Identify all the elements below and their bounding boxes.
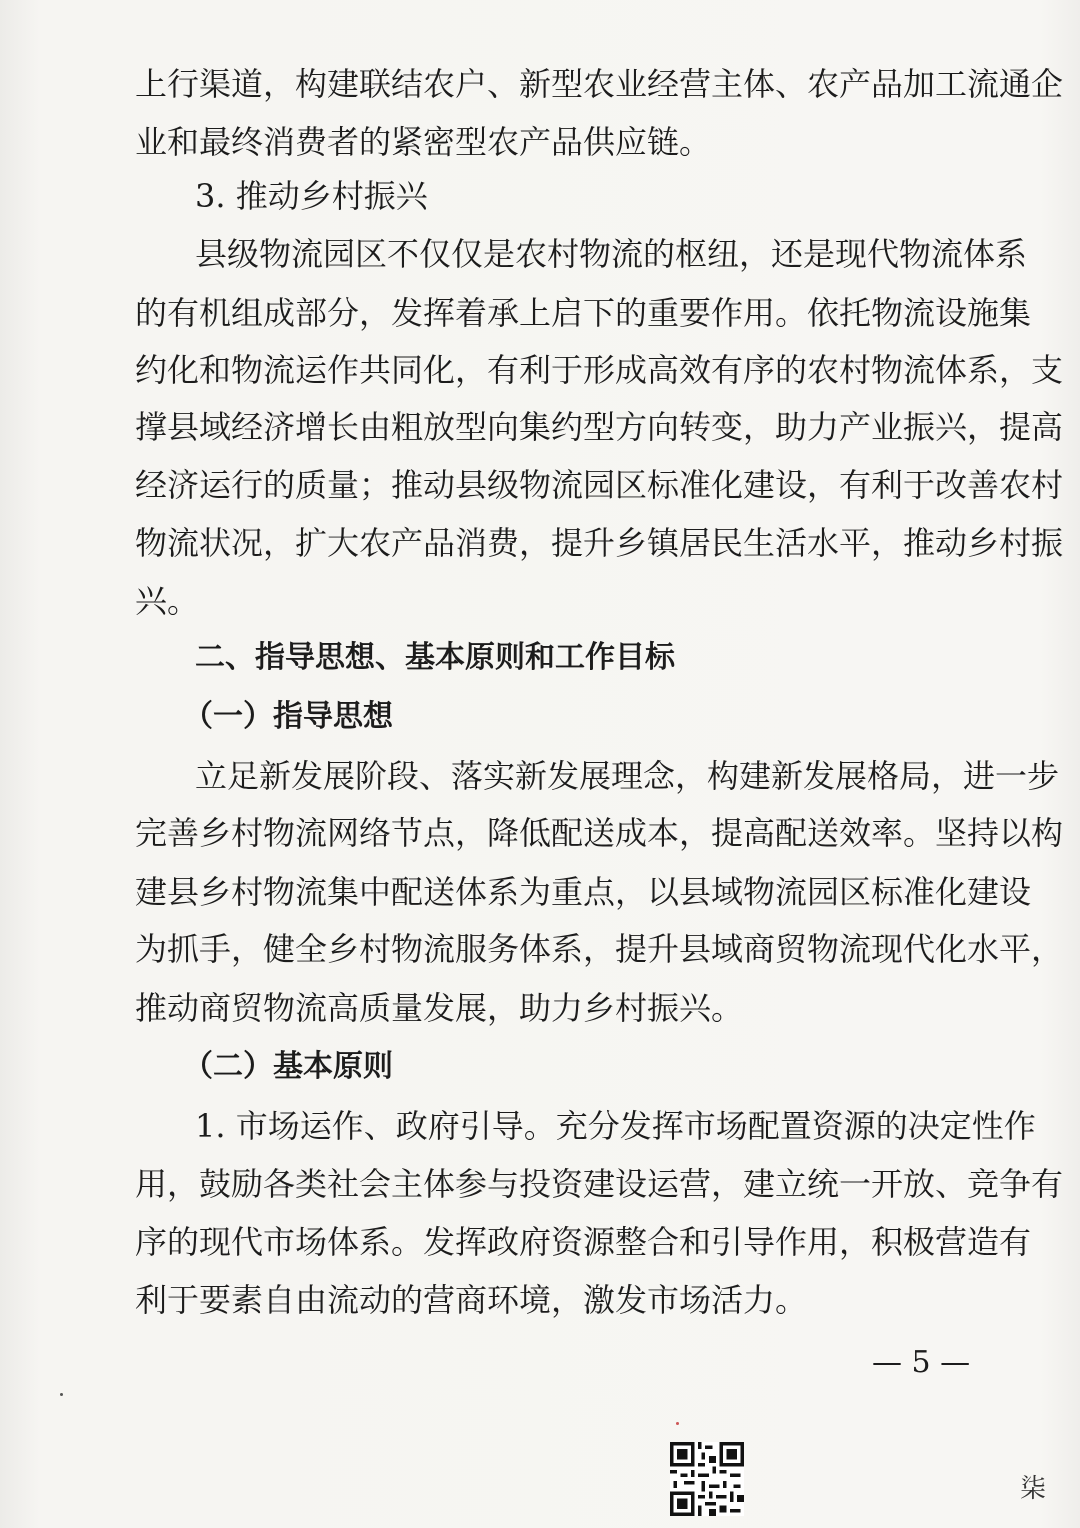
corner-character: 柒 xyxy=(1020,1474,1047,1504)
page-number: — 5 — xyxy=(872,1345,971,1380)
text-line: 完善乡村物流网络节点，降低配送成本，提高配送效率。坚持以构 xyxy=(135,814,1064,852)
subsection-heading: 3. 推动乡村振兴 xyxy=(195,177,428,215)
text-line: 约化和物流运作共同化，有利于形成高效有序的农村物流体系，支 xyxy=(135,351,1064,389)
text-line: 兴。 xyxy=(135,582,200,620)
text-line: 上行渠道，构建联结农户、新型农业经营主体、农产品加工流通企 xyxy=(135,65,1064,103)
qr-code-icon xyxy=(670,1442,744,1516)
text-line: 推动商贸物流高质量发展，助力乡村振兴。 xyxy=(135,989,744,1027)
subsection-heading: （二）基本原则 xyxy=(183,1049,393,1084)
text-line: 利于要素自由流动的营商环境，激发市场活力。 xyxy=(135,1281,808,1319)
section-heading: 二、指导思想、基本原则和工作目标 xyxy=(195,640,675,675)
text-line: 业和最终消费者的紧密型农产品供应链。 xyxy=(135,123,712,161)
text-line: 立足新发展阶段、落实新发展理念，构建新发展格局，进一步 xyxy=(195,757,1060,795)
text-line: 物流状况，扩大农产品消费，提升乡镇居民生活水平，推动乡村振 xyxy=(135,524,1064,562)
text-line: 为抓手，健全乡村物流服务体系，提升县域商贸物流现代化水平， xyxy=(135,930,1064,968)
text-line: 建县乡村物流集中配送体系为重点，以县域物流园区标准化建设 xyxy=(135,873,1032,911)
text-line: 撑县域经济增长由粗放型向集约型方向转变，助力产业振兴，提高 xyxy=(135,408,1064,446)
subsection-heading: （一）指导思想 xyxy=(183,699,393,734)
scan-speck xyxy=(60,1393,63,1396)
text-line: 用，鼓励各类社会主体参与投资建设运营，建立统一开放、竞争有 xyxy=(135,1165,1064,1203)
text-line: 序的现代市场体系。发挥政府资源整合和引导作用，积极营造有 xyxy=(135,1223,1032,1261)
text-line: 经济运行的质量；推动县级物流园区标准化建设，有利于改善农村 xyxy=(135,466,1064,504)
text-line: 的有机组成部分，发挥着承上启下的重要作用。依托物流设施集 xyxy=(135,294,1032,332)
text-line: 县级物流园区不仅仅是农村物流的枢纽，还是现代物流体系 xyxy=(195,235,1028,273)
scan-speck xyxy=(676,1422,679,1425)
text-line: 1. 市场运作、政府引导。充分发挥市场配置资源的决定性作 xyxy=(195,1107,1036,1145)
